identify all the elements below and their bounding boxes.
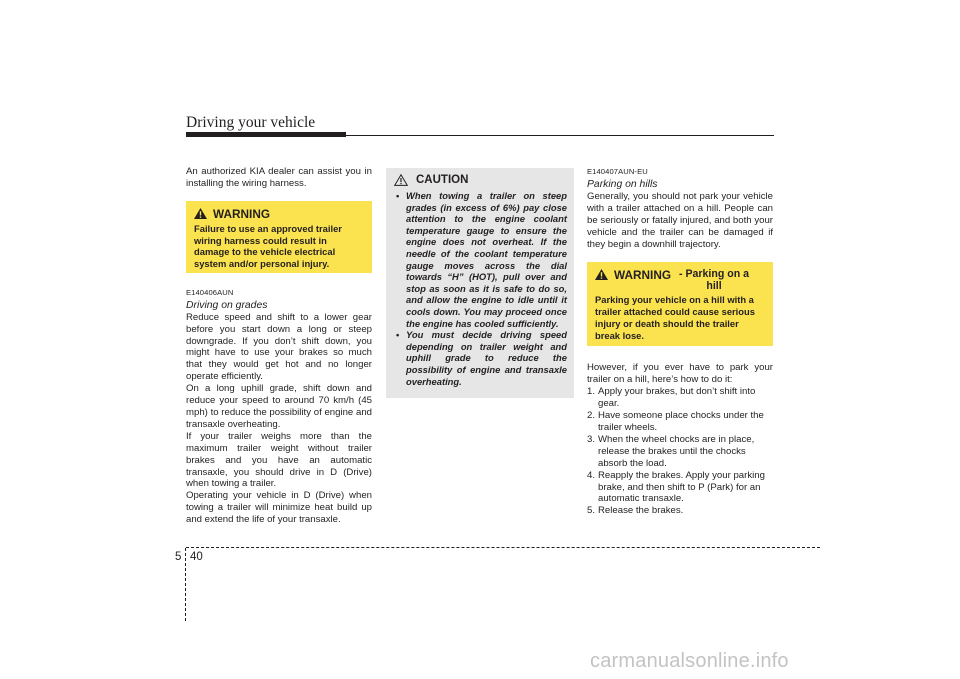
- list-item: 4. Reapply the brakes. Apply your parking brake, and then shift to P (Park) for an automatic transaxle.: [587, 469, 765, 505]
- section-code: E140407AUN-EU: [587, 167, 648, 176]
- warning-box-harness: [186, 201, 372, 273]
- list-item: 3. When the wheel chocks are in place, release the brakes until the chocks absorb the load.: [587, 433, 755, 469]
- right-intro: Generally, you should not park your vehicle with a trailer attached on a hill. People can be seriously or fatally injured, and both your vehicle and the trailer can be damaged if they begin a downhill trajectory.: [587, 190, 773, 250]
- section-code: E140406AUN: [186, 287, 234, 297]
- list-item: 2. Have someone place chocks under the trailer wheels.: [587, 410, 764, 433]
- warning-subtitle: - Parking on a hill: [678, 268, 750, 293]
- caution-triangle-icon: [394, 174, 408, 186]
- list-item: 1. Apply your brakes, but don’t shift into gear.: [587, 386, 756, 410]
- warning-triangle-icon: [194, 208, 207, 219]
- section-number: 5: [175, 551, 182, 563]
- list-item: 5. Release the brakes.: [587, 505, 684, 517]
- paragraph: Operating your vehicle in D (Drive) when towing a trailer will minimize heat build up and extend the life of your transaxle.: [186, 490, 372, 526]
- caution-item: • You must decide driving speed depending on trailer weight and uphill grade to reduce the possibility of engine and transaxle overheating.: [394, 329, 567, 387]
- paragraph: On a long uphill grade, shift down and reduce your speed to around 70 km/h (45 mph) to reduce the possibility of engine and transaxle overheating.: [186, 383, 372, 430]
- footer-dashed-rule: [186, 547, 820, 548]
- left-column: [186, 166, 372, 526]
- subheading-driving-on-grades: Driving on grades: [186, 299, 268, 311]
- subheading-parking-on-hills: Parking on hills: [587, 178, 658, 190]
- paragraph: If your trailer weighs more than the maximum trailer weight without trailer brakes and you have an automatic transaxle, you should drive in D (Drive) when towing a trailer.: [186, 430, 372, 490]
- warning-text: Failure to use an approved trailer wiring harness could result in damage to the vehicle electrical system and/or personal injury.: [194, 222, 342, 270]
- right-column: [587, 166, 773, 517]
- warning-heading: [595, 268, 765, 292]
- warning-title: WARNING: [213, 206, 271, 221]
- footer-dashed-divider: [185, 548, 186, 621]
- warning-heading: [194, 207, 364, 221]
- caution-item: • When towing a trailer on steep grades (in excess of 6%) pay close attention to the engine coolant temperature gauge to ensure the engine does not overheat. If the needle of the coolant temperature gauge moves across the dial towards “H” (HOT), pull over and stop as soon as it is safe to do so, and allow the engine to idle until it cools down. You may proceed once the engine has cooled sufficiently.: [394, 190, 567, 329]
- caution-list: [394, 190, 567, 387]
- watermark: carmanualsonline.info: [590, 650, 789, 672]
- paragraph: Reduce speed and shift to a lower gear before you start down a long or steep downgrade. If you don’t shift down, you might have to use your brakes so much that they would get hot and no longer operate efficiently.: [186, 311, 372, 383]
- steps-lead: However, if you ever have to park your trailer on a hill, here’s how to do it:: [587, 362, 773, 386]
- warning-triangle-icon: [595, 269, 608, 280]
- warning-title: WARNING: [614, 268, 672, 283]
- header-rule-thick: [186, 132, 346, 137]
- header-rule-thin: [346, 135, 774, 136]
- left-intro: An authorized KIA dealer can assist you in installing the wiring harness.: [186, 166, 372, 189]
- caution-box: [386, 168, 574, 398]
- page-header-title: Driving your vehicle: [186, 114, 316, 131]
- warning-box-hill: [587, 262, 773, 346]
- caution-heading: [394, 174, 567, 186]
- page-number: 40: [190, 551, 203, 563]
- caution-title: CAUTION: [416, 174, 469, 186]
- warning-text: Parking your vehicle on a hill with a trailer attached could cause serious injury or death should the trailer break lose.: [595, 294, 755, 341]
- parking-steps-list: [587, 386, 773, 517]
